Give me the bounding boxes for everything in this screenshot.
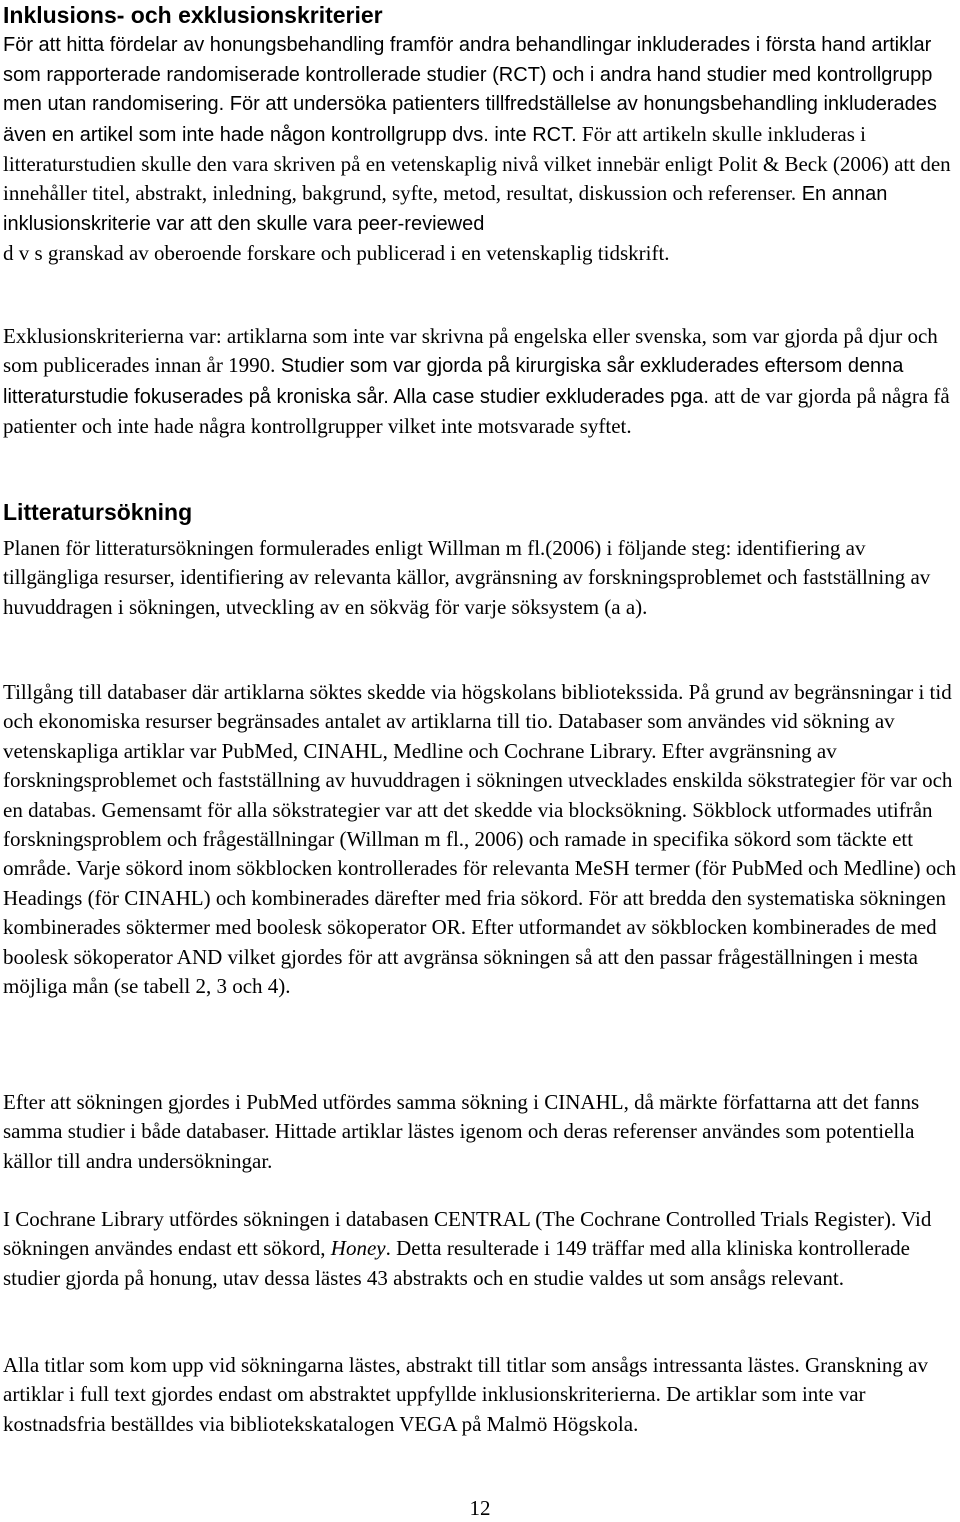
text-run: att de var gjorda på några få patienter och inte hade några kontrollgrupper vilket inte motsvarade syftet. — [3, 383, 950, 439]
paragraph-inclusion-criteria — [3, 31, 958, 269]
text-run: Exklusionskriterierna var: artiklarna som inte var skrivna på engelska eller svenska, som var gjorda på djur och som publicerades innan år 1990. — [3, 324, 938, 378]
paragraph-pubmed-cinahl: Efter att sökningen gjordes i PubMed utfördes samma sökning i CINAHL, då märkte författarna att det fanns samma studier i både databaser. Hittade artiklar lästes igenom och deras referenser användes som potentiella källor till andra undersökningar. — [3, 1090, 920, 1173]
paragraph-exclusion-criteria — [3, 322, 958, 442]
page-number: 12 — [469, 1496, 491, 1520]
paragraph-search-plan: Planen för litteratursökningen formulerades enligt Willman m fl.(2006) i följande steg: identifiering av tillgängliga resurser, identifiering av relevanta källor, avgränsning av forskningsproblemet och fastställning av huvuddragen i sökningen, utveckling av en sökväg för varje söksystem (a a). — [3, 536, 931, 619]
text-run: d v s granskad av oberoende forskare och publicerad i en vetenskaplig tidskrift. — [3, 241, 670, 266]
text-run: Studier som var gjorda på kirurgiska sår exkluderades eftersom denna litteraturstudie fokuserades på kroniska sår. Alla case studier exkluderades pga. — [3, 355, 904, 408]
search-term: Honey — [330, 1236, 386, 1261]
text-run: I Cochrane Library utfördes sökningen i databasen CENTRAL (The Cochrane Controlled Trials Register). Vid sökningen användes endast ett sökord, — [3, 1207, 932, 1261]
text-run: . Detta resulterade i 149 träffar med alla kliniska kontrollerade studier gjorda på honung, utav dessa lästes 43 abstrakts och en studie valdes ut som ansågs relevant. — [3, 1236, 910, 1290]
section-heading-inclusion: Inklusions- och exklusionskriterier — [3, 2, 383, 28]
paragraph-screening: Alla titlar som kom upp vid sökningarna lästes, abstrakt till titlar som ansågs intressanta lästes. Granskning av artiklar i full text gjordes endast om abstraktet uppfyllde inklusionskriterierna. De artiklar som inte var kostnadsfria beställdes via bibliotekskatalogen VEGA på Malmö Högskola. — [3, 1353, 929, 1436]
section-heading-literature-search: Litteratursökning — [3, 499, 193, 525]
text-run: För att hitta fördelar av honungsbehandling framför andra behandlingar inkluderades i första hand artiklar som rapporterade randomiserade kontrollerade studier (RCT) och i andra hand studier med kontrollgrupp men utan randomisering. För att undersöka patienters tillfredställelse av honungsbehandling inkluderades även en artikel som inte hade någon kontrollgrupp dvs. inte RCT. — [3, 34, 937, 146]
paragraph-cochrane — [3, 1205, 958, 1293]
paragraph-databases: Tillgång till databaser där artiklarna söktes skedde via högskolans bibliotekssida. På grund av begränsningar i tid och ekonomiska resurser begränsades antalet av artiklarna till tio. Databaser som användes vid sökning av vetenskapliga artiklar var PubMed, CINAHL, Medline och Cochrane Library. Efter avgränsning av forskningsproblemet och fastställning av huvuddragen i sökningen utvecklades enskilda sökstrategier för var och en databas. Gemensamt för alla sökstrategier var att det skedde via blocksökning. Sökblock utformades utifrån forskningsproblem och frågeställningar (Willman m fl., 2006) och ramade in specifika sökord som täckte ett område. Varje sökord inom sökblocken kontrollerades för relevanta MeSH termer (för PubMed och Medline) och Headings (för CINAHL) och kombinerades därefter med fria sökord. För att bredda den systematiska sökningen kombinerades söktermer med boolesk sökoperator OR. Efter utformandet av sökblocken kombinerades de med boolesk sökoperator AND vilket gjordes för att avgränsa sökningen så att den passar frågeställningen i mesta möjliga mån (se tabell 2, 3 och 4). — [3, 680, 957, 999]
text-run: En annan inklusionskriterie var att den skulle vara peer-reviewed — [3, 183, 888, 235]
text-run: För att artikeln skulle inkluderas i litteraturstudien skulle den vara skriven på en vetenskaplig nivå vilket innebär enligt Polit & Beck (2006) att den innehåller titel, abstrakt, inledning, bakgrund, syfte, metod, resultat, diskussion och referenser. — [3, 121, 951, 206]
